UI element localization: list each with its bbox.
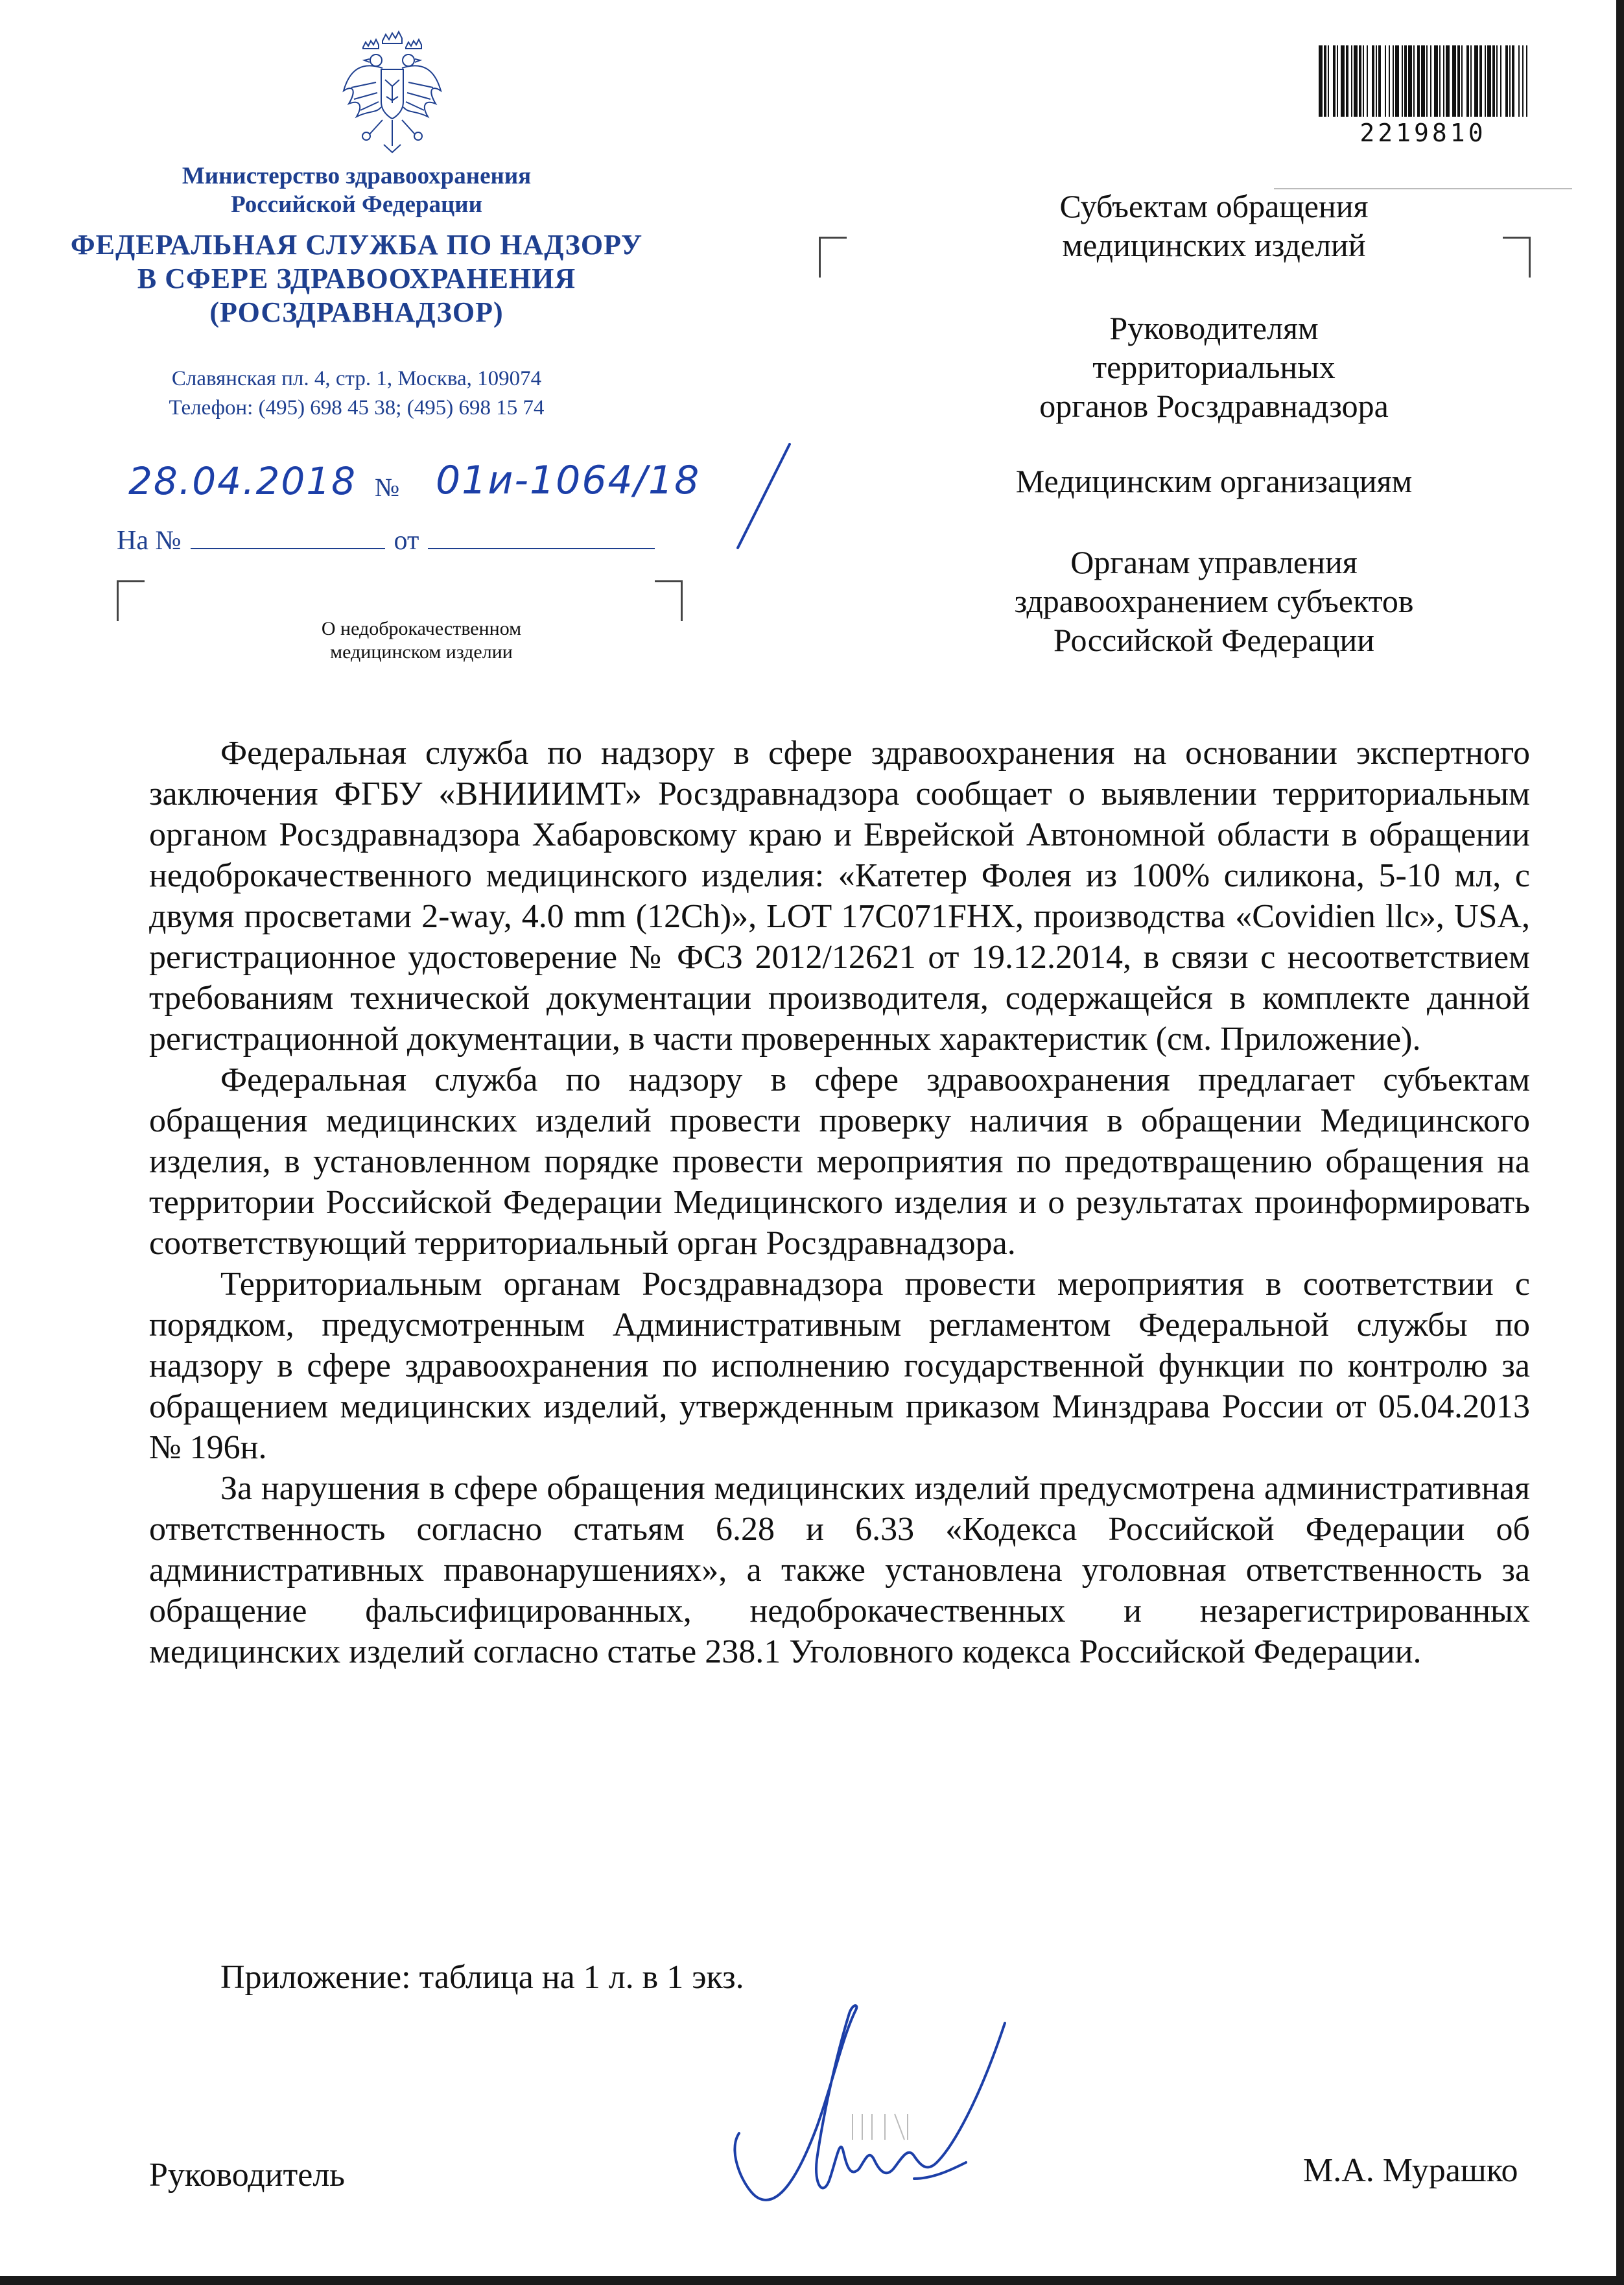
signer-role: Руководитель bbox=[149, 2157, 345, 2194]
from-label: от bbox=[394, 526, 419, 556]
ministry-line-2: Российской Федерации bbox=[231, 191, 482, 218]
subject-bracket-left bbox=[117, 580, 145, 621]
attachment-note: Приложение: таблица на 1 л. в 1 экз. bbox=[220, 1959, 744, 1996]
letter-body bbox=[149, 733, 1530, 1672]
service-name bbox=[65, 228, 648, 329]
outgoing-number: 01и-1064/18 bbox=[436, 458, 701, 503]
addressee-line: Субъектам обращения bbox=[1059, 188, 1369, 224]
addressee-line: Органам управления bbox=[1070, 544, 1358, 580]
coat-of-arms-emblem-icon bbox=[337, 29, 447, 159]
addressee-2 bbox=[904, 309, 1524, 425]
in-reply-label: На № bbox=[117, 526, 182, 556]
scan-edge-right bbox=[1616, 0, 1624, 2285]
addressee-line: здравоохранением субъектов bbox=[1014, 583, 1414, 619]
body-paragraph-4: За нарушения в сфере обращения медицинских изделий предусмотрена административная ответственность согласно статьям 6.28 и 6.33 «Кодекса Российской Федерации об административных правонарушениях», а также установлена уголовная ответственность за обращение фальсифицированных, недоброкачественных и незарегистрированных медицинских изделий согласно статье 238.1 Уголовного кодекса Российской Федерации. bbox=[149, 1470, 1530, 1670]
addressee-line: территориальных bbox=[1092, 349, 1336, 385]
ministry-name bbox=[65, 162, 648, 219]
scan-edge-bottom bbox=[0, 2276, 1624, 2285]
addressee-line: медицинских изделий bbox=[1062, 227, 1366, 263]
addressee-line: Руководителям bbox=[1109, 310, 1319, 346]
addressee-line: органов Росздравнадзора bbox=[1039, 388, 1389, 424]
addressee-4 bbox=[904, 543, 1524, 659]
in-reply-date-blank bbox=[428, 526, 655, 549]
addressee-line: Медицинским организациям bbox=[1015, 463, 1413, 499]
number-sign: № bbox=[375, 473, 400, 502]
service-line-2: В СФЕРЕ ЗДРАВООХРАНЕНИЯ bbox=[137, 263, 576, 294]
letterhead-address: Славянская пл. 4, стр. 1, Москва, 109074 bbox=[171, 367, 542, 390]
letter-subject bbox=[259, 617, 583, 664]
service-line-3: (РОСЗДРАВНАДЗОР) bbox=[209, 296, 504, 328]
outgoing-date: 28.04.2018 bbox=[128, 459, 357, 503]
letterhead-contacts bbox=[65, 364, 648, 423]
addressee-1 bbox=[904, 187, 1524, 265]
number-slash-mark-icon bbox=[725, 438, 809, 554]
in-reply-number-blank bbox=[191, 526, 385, 549]
address-bracket-left bbox=[819, 237, 847, 278]
addressee-3 bbox=[904, 462, 1524, 501]
ministry-line-1: Министерство здравоохранения bbox=[182, 163, 532, 189]
barcode-icon bbox=[1316, 45, 1530, 117]
body-paragraph-2: Федеральная служба по надзору в сфере здравоохранения предлагает субъектам обращения медицинских изделий провести проверку наличия в обращении Медицинского изделия, в установленном порядке провести мероприятия по предотвращению обращения на территории Российской Федерации Медицинского изделия и о результатах проинформировать соответствующий территориальный орган Росздравнадзора. bbox=[149, 1061, 1530, 1262]
addressee-line: Российской Федерации bbox=[1053, 622, 1375, 658]
body-paragraph-3: Территориальным органам Росздравнадзора провести мероприятия в соответствии с порядком, предусмотренным Административным регламентом Федеральной службы по надзору в сфере здравоохранения по исполнению государственной функции по контролю за обращением медицинских изделий, утвержденным приказом Минздрава России от 05.04.2013 № 196н. bbox=[149, 1266, 1530, 1466]
signer-name: М.А. Мурашко bbox=[1303, 2152, 1518, 2189]
body-paragraph-1: Федеральная служба по надзору в сфере здравоохранения на основании экспертного заключения ФГБУ «ВНИИИМТ» Росздравнадзора сообщает о выявлении территориальным органом Росздравнадзора Хабаровскому краю и Еврейской Автономной области в обращении недоброкачественного медицинского изделия: «Катетер Фолея из 100% силикона, 5-10 мл, с двумя просветами 2-way, 4.0 mm (12Ch)», LOT 17C071FHX, производства «Covidien llc», USA, регистрационное удостоверение № ФСЗ 2012/12621 от 19.12.2014, в связи с несоответствием требованиям технической документации производителя, содержащейся в комплекте данной регистрационной документации, в части проверенных характеристик (см. Приложение). bbox=[149, 735, 1530, 1058]
subject-line-2: медицинском изделии bbox=[330, 641, 513, 663]
letterhead-phone: Телефон: (495) 698 45 38; (495) 698 15 74 bbox=[169, 396, 545, 420]
subject-bracket-right bbox=[655, 580, 683, 621]
subject-line-1: О недоброкачественном bbox=[321, 618, 522, 639]
faint-stamp-mark-icon bbox=[846, 2107, 924, 2146]
barcode-number: 2219810 bbox=[1359, 119, 1487, 147]
service-line-1: ФЕДЕРАЛЬНАЯ СЛУЖБА ПО НАДЗОРУ bbox=[70, 229, 643, 261]
in-reply-row bbox=[117, 525, 655, 556]
